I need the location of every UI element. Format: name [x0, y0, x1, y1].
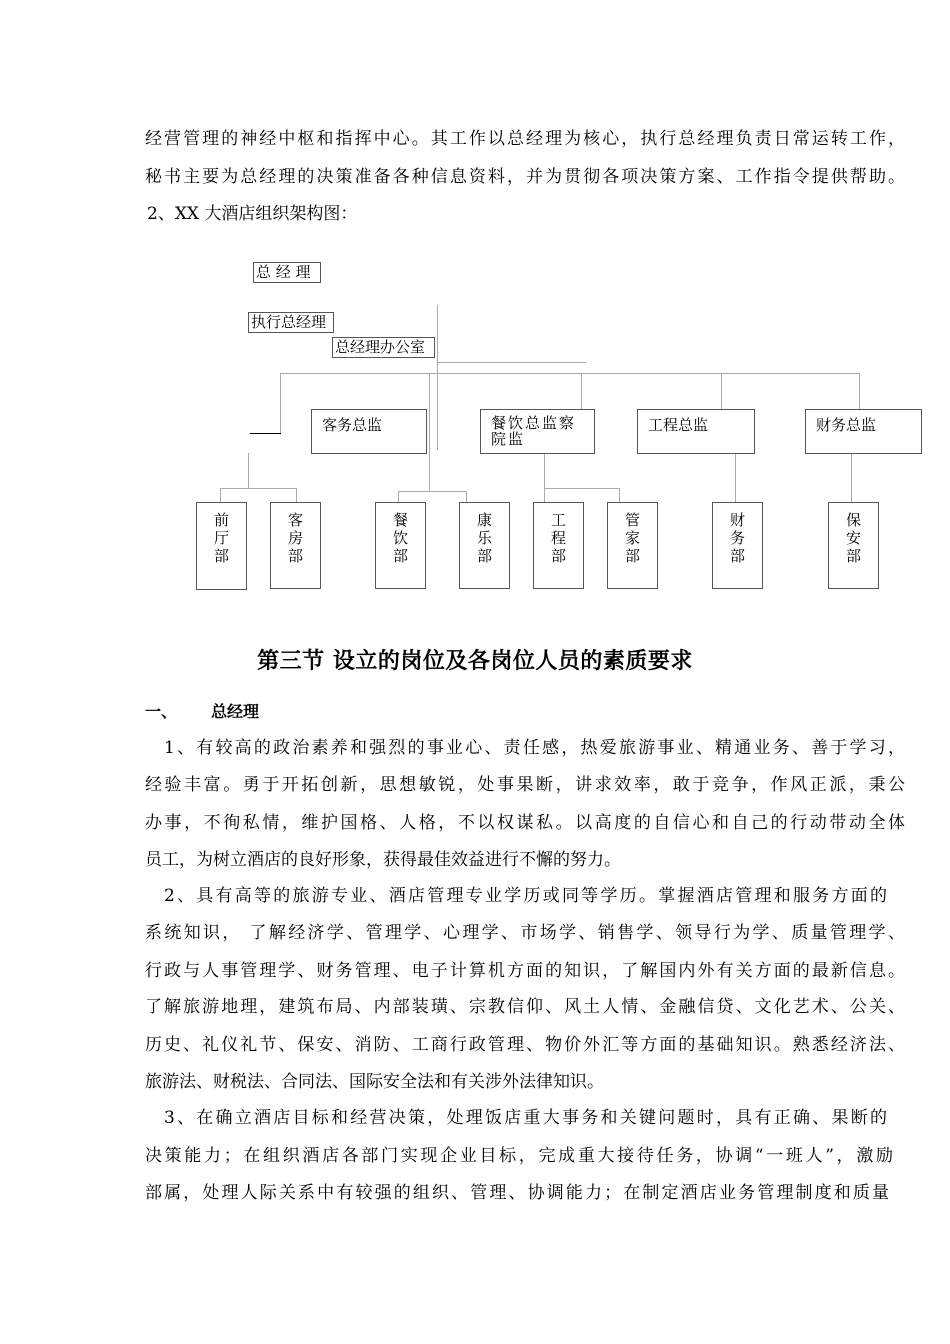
section-title: 第三节 设立的岗位及各岗位人员的素质要求: [257, 648, 693, 674]
para-line: 旅游法、财税法、合同法、国际安全法和有关涉外法律知识。: [145, 1072, 604, 1092]
para-line: 决策能力；在组织酒店各部门实现企业目标，完成重大接待任务，协调“一班人”，激励: [145, 1146, 893, 1166]
para-line: 员工，为树立酒店的良好形象，获得最佳效益进行不懈的努力。: [145, 850, 621, 870]
org-line: [296, 488, 297, 502]
org-line: [437, 305, 438, 450]
org-line: [544, 488, 545, 502]
dept-box-engineering: 工 程 部: [533, 502, 584, 589]
gm-box: 总 经 理: [253, 262, 321, 283]
org-line: [466, 491, 467, 502]
para-line: 3、在确立酒店目标和经营决策，处理饭店重大事务和关键问题时，具有正确、果断的: [164, 1108, 887, 1128]
dept-box-front-office: 前 厅 部: [196, 502, 247, 590]
gm-office-box: 总经理办公室: [332, 337, 435, 358]
para-line: 了解旅游地理，建筑布局、内部装璜、宗教信仰、风土人情、金融信贷、文化艺术、公关、: [145, 997, 905, 1017]
org-line: [721, 373, 722, 409]
subsection-number: 一、: [145, 702, 178, 721]
org-line: [735, 453, 736, 502]
org-line: [851, 453, 852, 502]
para-line: 经验丰富。勇于开拓创新，思想敏锐，处事果断，讲求效率，敢于竞争，作风正派，秉公: [145, 775, 905, 795]
dept-box-security: 保 安 部: [828, 502, 879, 589]
dept-box-catering: 餐 饮 部: [375, 502, 426, 589]
director-box-fnb: 餐饮总监察院监: [480, 409, 595, 454]
org-line: [220, 488, 221, 502]
director-box-finance: 财务总监: [805, 409, 922, 454]
director-box-engineering: 工程总监: [637, 409, 755, 454]
exec-gm-box: 执行总经理: [248, 312, 334, 333]
org-line: [220, 488, 297, 489]
subsection-title: 总经理: [211, 702, 260, 721]
para-line: 部属，处理人际关系中有较强的组织、管理、协调能力；在制定酒店业务管理制度和质量: [145, 1183, 889, 1203]
org-line: [398, 491, 467, 492]
para-line: 历史、礼仪礼节、保安、消防、工商行政管理、物价外汇等方面的基础知识。熟悉经济法、: [145, 1035, 905, 1055]
org-line: [581, 373, 582, 409]
director-box-guest: 客务总监: [311, 409, 427, 454]
org-line: [280, 373, 281, 433]
intro-line-1: 经营管理的神经中枢和指挥中心。其工作以总经理为核心，执行总经理负责日常运转工作，: [145, 129, 905, 149]
dept-box-recreation: 康 乐 部: [459, 502, 510, 589]
org-line: [619, 488, 620, 502]
subsection-heading: [145, 701, 259, 723]
para-line: 系统知识， 了解经济学、管理学、心理学、市场学、销售学、领导行为学、质量管理学、: [145, 923, 905, 943]
para-line: 办事，不徇私情，维护国格、人格，不以权谋私。以高度的自信心和自己的行动带动全体: [145, 813, 905, 833]
org-line: [437, 362, 586, 363]
para-line: 行政与人事管理学、财务管理、电子计算机方面的知识，了解国内外有关方面的最新信息。: [145, 961, 905, 981]
org-line: [250, 433, 281, 434]
dept-box-finance: 财 务 部: [712, 502, 763, 589]
intro-line-2: 秘书主要为总经理的决策准备各种信息资料，并为贯彻各项决策方案、工作指令提供帮助。: [145, 167, 905, 187]
org-line: [280, 373, 859, 374]
org-line: [859, 373, 860, 409]
org-line: [544, 488, 620, 489]
dept-box-housekeeping: 客 房 部: [270, 502, 321, 589]
para-line: 2、具有高等的旅游专业、酒店管理专业学历或同等学历。掌握酒店管理和服务方面的: [164, 886, 887, 906]
para-line: 1、有较高的政治素养和强烈的事业心、责任感，热爱旅游事业、精通业务、善于学习，: [164, 738, 905, 758]
org-chart-caption: 2、XX 大酒店组织架构图：: [147, 204, 358, 224]
dept-box-butler: 管 家 部: [607, 502, 658, 589]
org-line: [429, 373, 430, 491]
org-line: [398, 491, 399, 502]
org-line: [544, 453, 545, 488]
org-line: [248, 453, 249, 488]
